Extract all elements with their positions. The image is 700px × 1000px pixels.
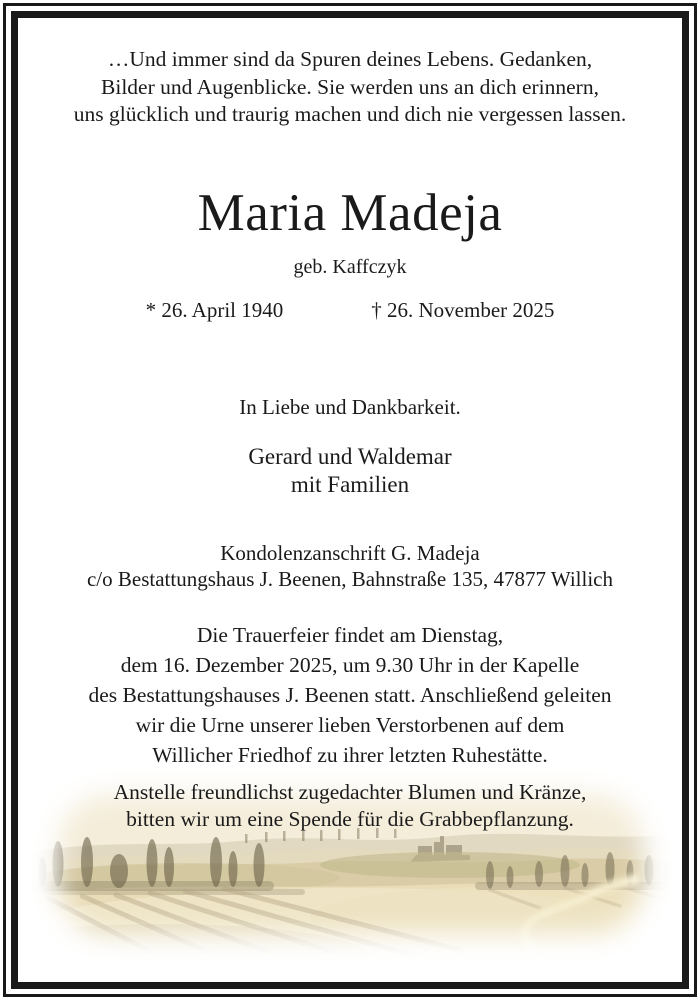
epigraph (0, 46, 700, 129)
tribute-line: In Liebe und Dankbarkeit. (239, 395, 461, 419)
funeral-service-details (0, 620, 700, 770)
epigraph-line: uns glücklich und traurig machen und dich nie vergessen lassen. (73, 102, 627, 126)
service-line: Willicher Friedhof zu ihrer letzten Ruhestätte. (152, 743, 548, 767)
mourners-line: Gerard und Waldemar (248, 444, 452, 469)
mourners (0, 443, 700, 499)
mourners-line: mit Familien (290, 472, 410, 497)
birth-date: * 26. April 1940 (145, 298, 284, 322)
death-date: † 26. November 2025 (371, 298, 555, 322)
donation-line: bitten wir um eine Spende für die Grabbepflanzung. (126, 807, 574, 831)
deceased-name: Maria Madeja (197, 184, 503, 242)
condolence-address (0, 541, 700, 592)
service-line: des Bestattungshauses J. Beenen statt. Anschließend geleiten (88, 683, 612, 707)
condolence-line: c/o Bestattungshaus J. Beenen, Bahnstraße 135, 47877 Willich (86, 566, 613, 591)
maiden-name: geb. Kaffczyk (293, 256, 407, 278)
donation-line: Anstelle freundlichst zugedachter Blumen und Kränze, (113, 780, 587, 804)
life-dates (0, 296, 700, 324)
donation-request (0, 779, 700, 833)
epigraph-line: …Und immer sind da Spuren deines Lebens. Gedanken, (107, 47, 593, 71)
service-line: wir die Urne unserer lieben Verstorbenen auf dem (135, 713, 565, 737)
condolence-line: Kondolenzanschrift G. Madeja (220, 541, 480, 565)
epigraph-line: Bilder und Augenblicke. Sie werden uns an dich erinnern, (101, 74, 599, 99)
service-line: Die Trauerfeier findet am Dienstag, (196, 623, 504, 647)
service-line: dem 16. Dezember 2025, um 9.30 Uhr in der Kapelle (120, 653, 580, 677)
